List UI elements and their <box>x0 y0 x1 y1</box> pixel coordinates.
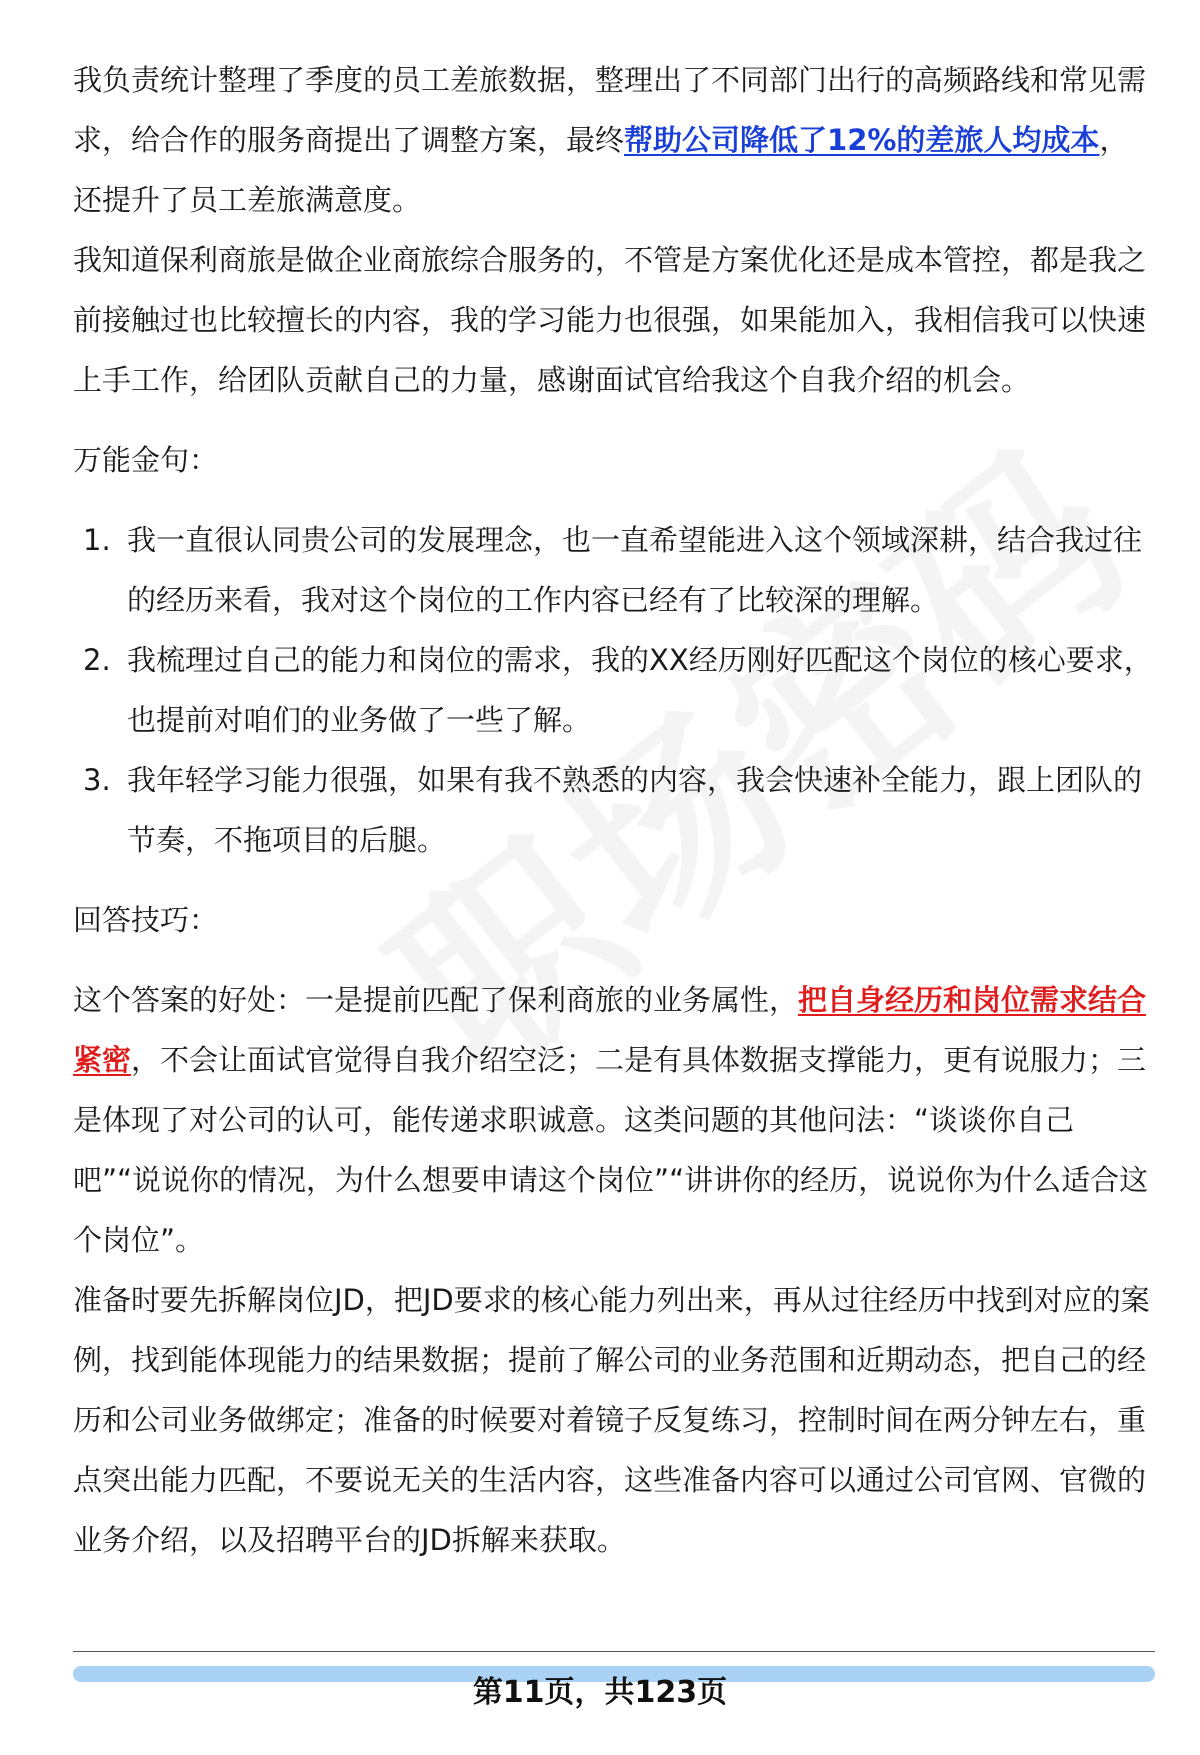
page-number: 第11页，共123页 <box>472 1675 728 1710</box>
document-body <box>73 50 1153 1570</box>
list-item-text: 我梳理过自己的能力和岗位的需求，我的XX经历刚好匹配这个岗位的核心要求，也提前对咱们的业务做了一些了解。 <box>127 643 1153 737</box>
list-item-number: 2. <box>83 643 111 677</box>
tips-p1-text: 这个答案的好处：一是提前匹配了保利商旅的业务属性， <box>73 983 799 1017</box>
intro-p1-text: 我负责统计整理了季度的员工差旅数据，整理出了不同部门出行的高频路线和常见需求，给合作的服务商提出了调整方案，最终 <box>73 63 1147 157</box>
footer-divider <box>73 1651 1155 1652</box>
intro-paragraph-1 <box>73 50 1153 230</box>
key-point-highlight: 把自身经历和岗位需求结合紧密 <box>73 983 1147 1077</box>
golden-sentences-list <box>73 510 1153 870</box>
list-item <box>73 510 1153 630</box>
intro-p1-tail: ，还提升了员工差旅满意度。 <box>73 123 1129 217</box>
list-item-number: 1. <box>83 523 111 557</box>
golden-sentences-title: 万能金句： <box>73 443 219 477</box>
list-item <box>73 630 1153 750</box>
list-item-text: 我年轻学习能力很强，如果有我不熟悉的内容，我会快速补全能力，跟上团队的节奏，不拖项目的后腿。 <box>127 763 1143 857</box>
intro-paragraph-2: 我知道保利商旅是做企业商旅综合服务的，不管是方案优化还是成本管控，都是我之前接触过也比较擅长的内容，我的学习能力也很强，如果能加入，我相信我可以快速上手工作，给团队贡献自己的力量，感谢面试官给我这个自我介绍的机会。 <box>73 243 1147 397</box>
tips-paragraph-2: 准备时要先拆解岗位JD，把JD要求的核心能力列出来，再从过往经历中找到对应的案例，找到能体现能力的结果数据；提前了解公司的业务范围和近期动态，把自己的经历和公司业务做绑定；准备的时候要对着镜子反复练习，控制时间在两分钟左右，重点突出能力匹配，不要说无关的生活内容，这些准备内容可以通过公司官网、官微的业务介绍，以及招聘平台的JD拆解来获取。 <box>73 1283 1150 1557</box>
list-item-text: 我一直很认同贵公司的发展理念，也一直希望能进入这个领域深耕，结合我过往的经历来看，我对这个岗位的工作内容已经有了比较深的理解。 <box>127 523 1143 617</box>
tips-p1-tail: ，不会让面试官觉得自我介绍空泛；二是有具体数据支撑能力，更有说服力；三是体现了对公司的认可，能传递求职诚意。这类问题的其他问法：“谈谈你自己吧”“说说你的情况，为什么想要申请这个岗位”“讲讲你的经历，说说你为什么适合这个岗位”。 <box>73 1043 1149 1257</box>
tips-paragraph-1 <box>73 970 1153 1270</box>
list-item-number: 3. <box>83 763 111 797</box>
list-item <box>73 750 1153 870</box>
answer-tips-title: 回答技巧： <box>73 903 219 937</box>
cost-reduction-highlight: 帮助公司降低了12%的差旅人均成本 <box>624 123 1100 157</box>
